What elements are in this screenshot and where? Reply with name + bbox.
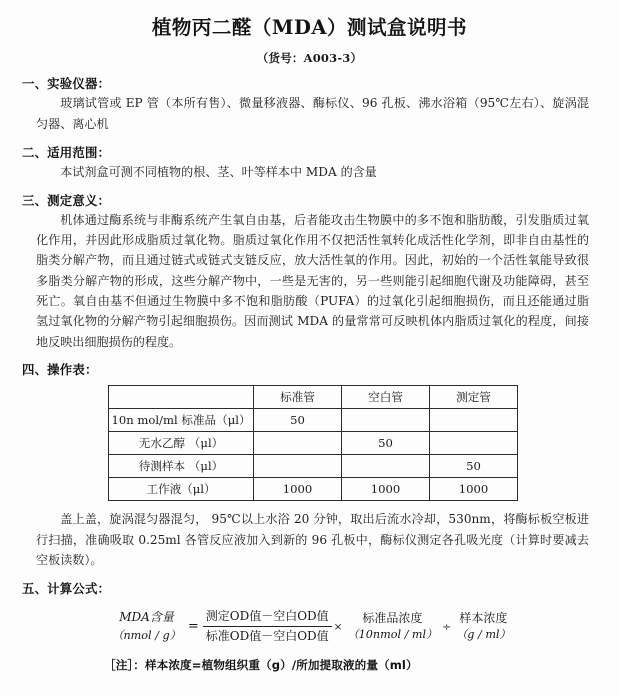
section-significance-heading: 三、测定意义：: [22, 192, 111, 208]
section-instruments-body: 玻璃试管或 EP 管（本所有售）、微量移液器、酶标仪、96 孔板、沸水浴箱（95℃左右）、旋涡混匀器、离心机: [36, 96, 589, 132]
formula-frac2-numerator: 标准品浓度: [362, 611, 423, 626]
table-header-measure: 测定管: [430, 385, 518, 408]
table-cell: 1000: [254, 477, 342, 500]
table-row: [109, 454, 518, 477]
page-title: 植物丙二醛（MDA）测试盒说明书: [151, 16, 468, 39]
procedure-note-body: 盖上盖，旋涡混匀器混匀， 95℃以上水浴 20 分钟，取出后流水冷却，530nm，将酶标板空板进行扫描，准确吸取 0.25ml 各管反应液加入到新的 96 孔板中，酶标仪测定各孔吸光度（计算时要减去空板读数）。: [36, 511, 589, 568]
table-row-label: 10n mol/ml 标准品（μl）: [109, 408, 254, 431]
section-formula-heading: 五、计算公式：: [22, 581, 111, 597]
table-cell: [254, 454, 342, 477]
table-cell: [342, 454, 430, 477]
section-significance-body: 机体通过酶系统与非酶系统产生氧自由基，后者能攻击生物膜中的多不饱和脂肪酸，引发脂质过氧化作用，并因此形成脂质过氧化物。脂质过氧化作用不仅把活性氧转化成活性化学剂，即非自由基性的脂类分解产物，而且通过链式或链式支链反应，放大活性氧的作用。因此，初始的一个活性氧能导致很多脂类分解产物的形成，这些分解产物中，一些是无害的，另一些则能引起细胞代谢及功能障碍，甚至死亡。氧自由基不但通过生物膜中多不饱和脂肪酸（PUFA）的过氧化引起细胞损伤，而且还能通过脂氢过氧化物的分解产物引起细胞损伤。因而测试 MDA 的量常常可反映机体内脂质过氧化的程度，间接地反映出细胞损伤的程度。: [36, 212, 589, 349]
formula-zone: [0, 598, 619, 644]
table-header-row: [109, 385, 518, 408]
formula-fraction-sample: [453, 610, 514, 642]
formula-lhs: [109, 608, 184, 644]
section-instruments-heading: 一、实验仪器：: [22, 76, 111, 92]
formula-fraction-standard: [344, 610, 440, 642]
formula-frac2-denominator: （10nmol / ml）: [347, 627, 438, 641]
formula-multiply-operator: ×: [333, 621, 343, 634]
formula-frac3-denominator: （g / ml）: [456, 627, 511, 641]
section-instruments: [0, 75, 619, 135]
table-cell: [342, 408, 430, 431]
formula-lhs-denominator: （nmol / g）: [112, 628, 181, 642]
formula-divide-operator: ÷: [442, 621, 452, 634]
section-scope: [0, 144, 619, 183]
table-header-blank: 空白管: [342, 385, 430, 408]
section-scope-heading: 二、适用范围：: [22, 144, 111, 160]
table-cell: 1000: [342, 477, 430, 500]
formula-footnote: ［注］：样本浓度=植物组织重（g）/所加提取液的量（ml）: [104, 658, 418, 673]
table-cell: 50: [342, 431, 430, 454]
table-cell: 50: [254, 408, 342, 431]
formula-frac1-numerator: 测定OD值－空白OD值: [203, 608, 332, 627]
table-row: [109, 408, 518, 431]
table-cell: [430, 408, 518, 431]
operations-table-wrap: [0, 379, 619, 501]
table-row: [109, 431, 518, 454]
section-significance: [0, 192, 619, 352]
section-procedure: [0, 361, 619, 571]
formula-lhs-numerator: MDA含量: [119, 610, 174, 625]
formula-frac3-numerator: 样本浓度: [459, 611, 508, 626]
formula-frac1-denominator: 标准OD值－空白OD值: [205, 628, 329, 643]
section-scope-body: 本试剂盒可测不同植物的根、茎、叶等样本中 MDA 的含量: [60, 164, 377, 179]
table-cell: 50: [430, 454, 518, 477]
table-corner-cell: [109, 385, 254, 408]
table-cell: [254, 431, 342, 454]
table-row: [109, 477, 518, 500]
operations-table: [108, 385, 518, 501]
product-code-subtitle: （货号：A003-3）: [256, 51, 363, 66]
table-header-standard: 标准管: [254, 385, 342, 408]
formula-equals-sign: =: [187, 618, 199, 634]
section-procedure-heading: 四、操作表：: [22, 361, 98, 377]
table-row-label: 无水乙醇 （μl）: [109, 431, 254, 454]
table-cell: [430, 431, 518, 454]
section-formula: [0, 580, 619, 673]
table-row-label: 待测样本 （μl）: [109, 454, 254, 477]
table-row-label: 工作液（μl）: [109, 477, 254, 500]
table-cell: 1000: [430, 477, 518, 500]
mda-formula: [109, 608, 513, 644]
formula-fraction-od: [203, 608, 332, 644]
